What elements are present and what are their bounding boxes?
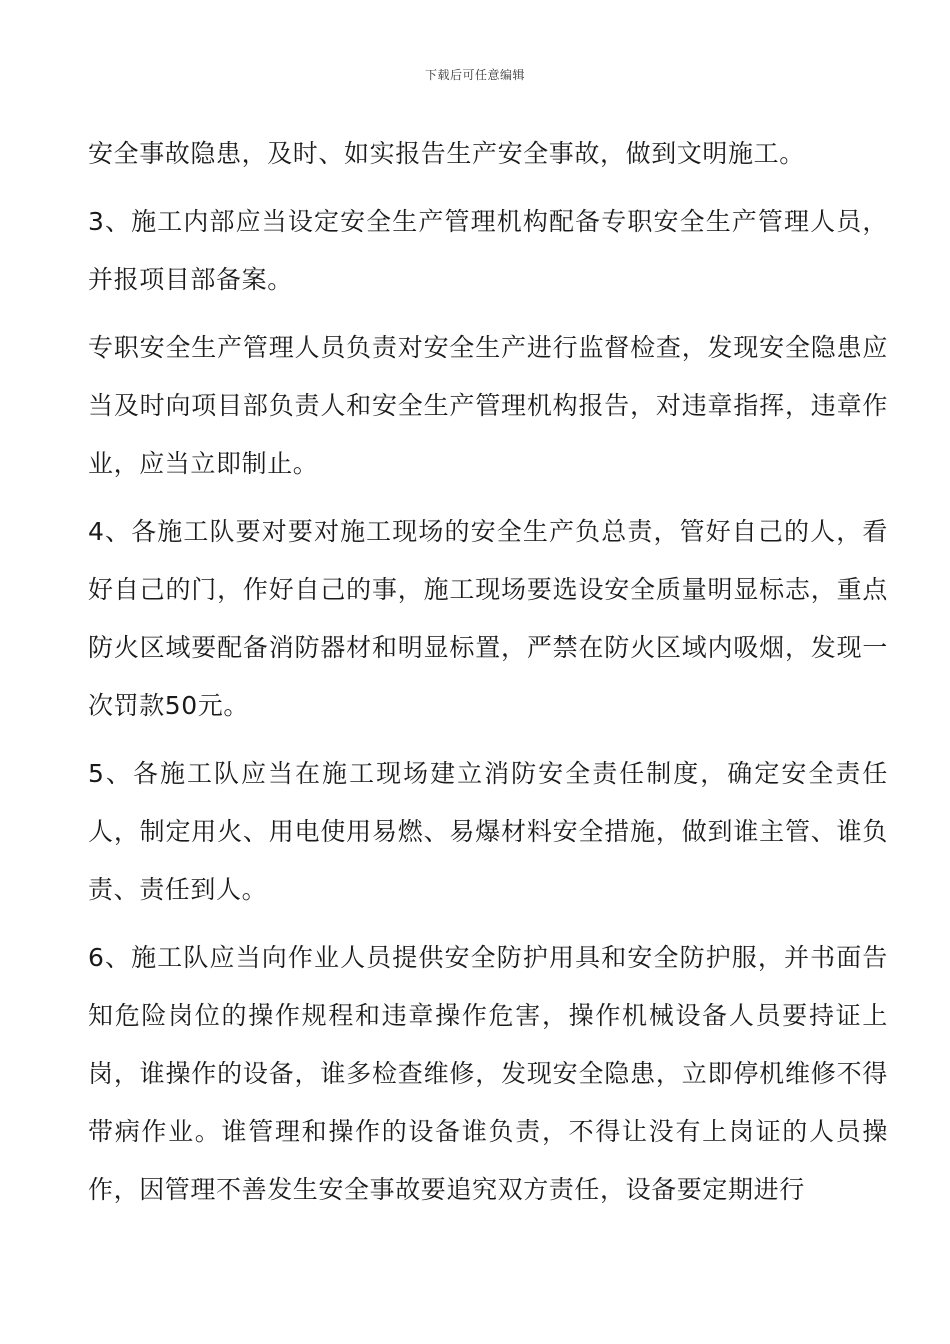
paragraph: 6、施工队应当向作业人员提供安全防护用具和安全防护服，并书面告知危险岗位的操作规程和违章操作危害，操作机械设备人员要持证上岗，谁操作的设备，谁多检查维修，发现安全隐患，立即停机维修不得带病作业。谁管理和操作的设备谁负责，不得让没有上岗证的人员操作，因管理不善发生安全事故要追究双方责任，设备要定期进行 [88,943,888,1204]
paragraph: 5、各施工队应当在施工现场建立消防安全责任制度，确定安全责任人，制定用火、用电使用易燃、易爆材料安全措施，做到谁主管、谁负责、责任到人。 [88,759,888,904]
paragraph: 专职安全生产管理人员负责对安全生产进行监督检查，发现安全隐患应当及时向项目部负责人和安全生产管理机构报告，对违章指挥，违章作业，应当立即制止。 [88,333,888,478]
paragraph: 安全事故隐患，及时、如实报告生产安全事故，做到文明施工。 [88,139,805,168]
paragraph: 3、施工内部应当设定安全生产管理机构配备专职安全生产管理人员，并报项目部备案。 [88,207,888,294]
header-note: 下载后可任意编辑 [424,68,525,82]
document-body [88,125,888,1229]
paragraph: 4、各施工队要对要对施工现场的安全生产负总责，管好自己的人，看好自己的门，作好自己的事，施工现场要选设安全质量明显标志，重点防火区域要配备消防器材和明显标置，严禁在防火区域内吸烟，发现一次罚款50元。 [88,517,888,720]
